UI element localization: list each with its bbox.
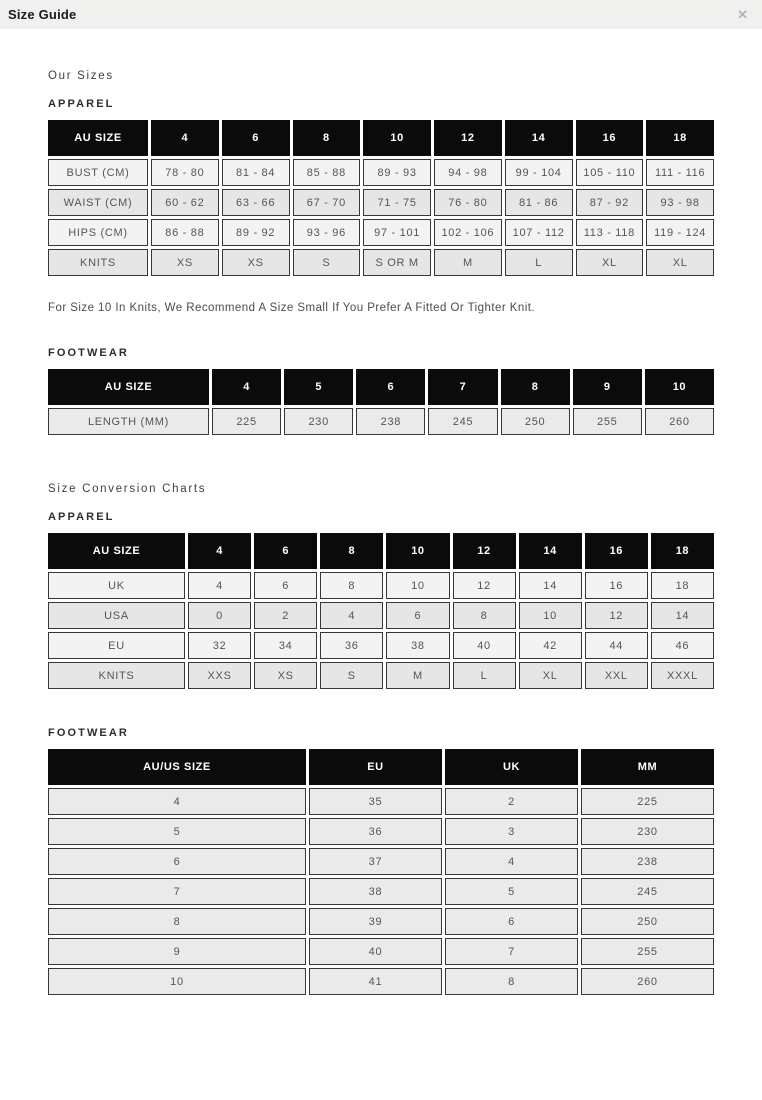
table-cell: 7 — [445, 938, 578, 965]
knits-note: For Size 10 In Knits, We Recommend A Size Small If You Prefer A Fitted Or Tighter Knit. — [48, 302, 536, 314]
table-cell: 119 - 124 — [646, 219, 714, 246]
table-cell: 78 - 80 — [151, 159, 219, 186]
header-cell: 18 — [651, 533, 714, 569]
table-cell: HIPS (CM) — [48, 219, 148, 246]
table-header-row — [48, 533, 714, 569]
header-cell: 9 — [573, 369, 642, 405]
table-cell: 6 — [254, 572, 317, 599]
table-cell: 36 — [320, 632, 383, 659]
size-conversion-heading: Size Conversion Charts — [48, 483, 207, 495]
table-cell: 46 — [651, 632, 714, 659]
table-cell: 8 — [445, 968, 578, 995]
table-cell: XS — [222, 249, 290, 276]
table-cell: 36 — [309, 818, 442, 845]
header-cell: UK — [445, 749, 578, 785]
header-cell: AU SIZE — [48, 120, 148, 156]
table-row — [48, 249, 714, 276]
table-cell: 3 — [445, 818, 578, 845]
table-cell: 37 — [309, 848, 442, 875]
table-cell: 4 — [445, 848, 578, 875]
table-row — [48, 408, 714, 435]
table-cell: 14 — [519, 572, 582, 599]
table-cell: S — [293, 249, 361, 276]
table-cell: 87 - 92 — [576, 189, 644, 216]
table-row — [48, 908, 714, 935]
table-cell: 4 — [320, 602, 383, 629]
table-row — [48, 219, 714, 246]
table-cell: 41 — [309, 968, 442, 995]
table-cell: EU — [48, 632, 185, 659]
table-cell: 6 — [386, 602, 449, 629]
table-cell: 89 - 92 — [222, 219, 290, 246]
table-cell: XS — [151, 249, 219, 276]
table-cell: 89 - 93 — [363, 159, 431, 186]
table-cell: L — [505, 249, 573, 276]
table-cell: 8 — [453, 602, 516, 629]
table-cell: 238 — [581, 848, 714, 875]
header-cell: 8 — [501, 369, 570, 405]
header-cell: 10 — [386, 533, 449, 569]
header-cell: 5 — [284, 369, 353, 405]
table-header-row — [48, 369, 714, 405]
our-sizes-heading: Our Sizes — [48, 70, 114, 82]
footwear-conversion-table — [45, 746, 717, 998]
table-cell: 6 — [48, 848, 306, 875]
table-cell: 102 - 106 — [434, 219, 502, 246]
table-cell: 18 — [651, 572, 714, 599]
header-cell: 14 — [505, 120, 573, 156]
table-cell: 39 — [309, 908, 442, 935]
table-cell: 255 — [573, 408, 642, 435]
header-cell: 12 — [434, 120, 502, 156]
table-cell: XXS — [188, 662, 251, 689]
header-cell: 10 — [363, 120, 431, 156]
table-cell: 225 — [581, 788, 714, 815]
table-header-row — [48, 749, 714, 785]
table-cell: 105 - 110 — [576, 159, 644, 186]
header-cell: MM — [581, 749, 714, 785]
table-row — [48, 632, 714, 659]
table-cell: 93 - 96 — [293, 219, 361, 246]
table-cell: 230 — [284, 408, 353, 435]
table-cell: 40 — [453, 632, 516, 659]
table-cell: 5 — [48, 818, 306, 845]
table-cell: 32 — [188, 632, 251, 659]
table-cell: 86 - 88 — [151, 219, 219, 246]
table-cell: 99 - 104 — [505, 159, 573, 186]
header-cell: AU/US SIZE — [48, 749, 306, 785]
header-cell: 18 — [646, 120, 714, 156]
table-cell: 9 — [48, 938, 306, 965]
table-cell: L — [453, 662, 516, 689]
header-cell: EU — [309, 749, 442, 785]
table-cell: KNITS — [48, 249, 148, 276]
header-cell: 10 — [645, 369, 714, 405]
table-cell: USA — [48, 602, 185, 629]
table-cell: 71 - 75 — [363, 189, 431, 216]
table-cell: 10 — [48, 968, 306, 995]
header-cell: 14 — [519, 533, 582, 569]
table-cell: 85 - 88 — [293, 159, 361, 186]
table-cell: 2 — [445, 788, 578, 815]
dialog-title: Size Guide — [8, 7, 77, 22]
table-cell: 238 — [356, 408, 425, 435]
header-cell: 12 — [453, 533, 516, 569]
table-cell: UK — [48, 572, 185, 599]
table-cell: 35 — [309, 788, 442, 815]
table-cell: 5 — [445, 878, 578, 905]
table-cell: 260 — [645, 408, 714, 435]
table-cell: 14 — [651, 602, 714, 629]
header-cell: 4 — [151, 120, 219, 156]
header-cell: 6 — [356, 369, 425, 405]
table-row — [48, 848, 714, 875]
table-cell: XL — [576, 249, 644, 276]
table-row — [48, 938, 714, 965]
table-cell: 260 — [581, 968, 714, 995]
table-cell: 38 — [386, 632, 449, 659]
size-guide-content — [0, 29, 762, 998]
header-cell: 8 — [293, 120, 361, 156]
header-cell: 4 — [212, 369, 281, 405]
table-row — [48, 878, 714, 905]
table-row — [48, 159, 714, 186]
table-cell: XXL — [585, 662, 648, 689]
table-cell: 250 — [581, 908, 714, 935]
table-cell: 8 — [320, 572, 383, 599]
table-cell: 4 — [48, 788, 306, 815]
table-cell: M — [434, 249, 502, 276]
table-cell: LENGTH (MM) — [48, 408, 209, 435]
table-cell: S OR M — [363, 249, 431, 276]
table-cell: 250 — [501, 408, 570, 435]
table-cell: 111 - 116 — [646, 159, 714, 186]
table-cell: 230 — [581, 818, 714, 845]
table-row — [48, 602, 714, 629]
header-cell: 6 — [222, 120, 290, 156]
table-cell: XS — [254, 662, 317, 689]
table-cell: 6 — [445, 908, 578, 935]
table-cell: 34 — [254, 632, 317, 659]
table-cell: S — [320, 662, 383, 689]
table-row — [48, 662, 714, 689]
table-row — [48, 572, 714, 599]
close-icon[interactable]: ✕ — [737, 7, 748, 22]
table-cell: 8 — [48, 908, 306, 935]
header-cell: 16 — [576, 120, 644, 156]
footwear-conversion-label: FOOTWEAR — [48, 727, 129, 739]
table-cell: 245 — [428, 408, 497, 435]
apparel-conversion-table — [45, 530, 717, 692]
apparel-sizes-table — [45, 117, 717, 279]
table-cell: 255 — [581, 938, 714, 965]
table-row — [48, 788, 714, 815]
table-cell: 42 — [519, 632, 582, 659]
table-cell: 245 — [581, 878, 714, 905]
header-cell: 8 — [320, 533, 383, 569]
table-cell: KNITS — [48, 662, 185, 689]
table-cell: 67 - 70 — [293, 189, 361, 216]
header-cell: AU SIZE — [48, 369, 209, 405]
dialog-header — [0, 0, 762, 29]
table-row — [48, 818, 714, 845]
header-cell: 7 — [428, 369, 497, 405]
apparel-sizes-label: APPAREL — [48, 98, 115, 110]
table-cell: 12 — [453, 572, 516, 599]
footwear-sizes-label: FOOTWEAR — [48, 347, 129, 359]
table-cell: 60 - 62 — [151, 189, 219, 216]
table-cell: 93 - 98 — [646, 189, 714, 216]
table-cell: 94 - 98 — [434, 159, 502, 186]
header-cell: 6 — [254, 533, 317, 569]
table-cell: 4 — [188, 572, 251, 599]
table-cell: 10 — [386, 572, 449, 599]
table-cell: 97 - 101 — [363, 219, 431, 246]
table-cell: WAIST (CM) — [48, 189, 148, 216]
table-cell: 7 — [48, 878, 306, 905]
table-cell: 44 — [585, 632, 648, 659]
table-cell: 107 - 112 — [505, 219, 573, 246]
table-cell: 81 - 86 — [505, 189, 573, 216]
table-cell: 12 — [585, 602, 648, 629]
table-header-row — [48, 120, 714, 156]
apparel-conversion-label: APPAREL — [48, 511, 115, 523]
table-cell: M — [386, 662, 449, 689]
header-cell: 4 — [188, 533, 251, 569]
table-cell: 2 — [254, 602, 317, 629]
table-cell: BUST (CM) — [48, 159, 148, 186]
table-cell: 0 — [188, 602, 251, 629]
table-cell: 10 — [519, 602, 582, 629]
table-cell: XXXL — [651, 662, 714, 689]
table-cell: 76 - 80 — [434, 189, 502, 216]
header-cell: 16 — [585, 533, 648, 569]
table-cell: 225 — [212, 408, 281, 435]
table-cell: 113 - 118 — [576, 219, 644, 246]
header-cell: AU SIZE — [48, 533, 185, 569]
table-row — [48, 968, 714, 995]
table-cell: XL — [646, 249, 714, 276]
table-cell: 63 - 66 — [222, 189, 290, 216]
footwear-sizes-table — [45, 366, 717, 438]
table-cell: 40 — [309, 938, 442, 965]
table-cell: 16 — [585, 572, 648, 599]
table-cell: XL — [519, 662, 582, 689]
table-cell: 38 — [309, 878, 442, 905]
table-row — [48, 189, 714, 216]
table-cell: 81 - 84 — [222, 159, 290, 186]
